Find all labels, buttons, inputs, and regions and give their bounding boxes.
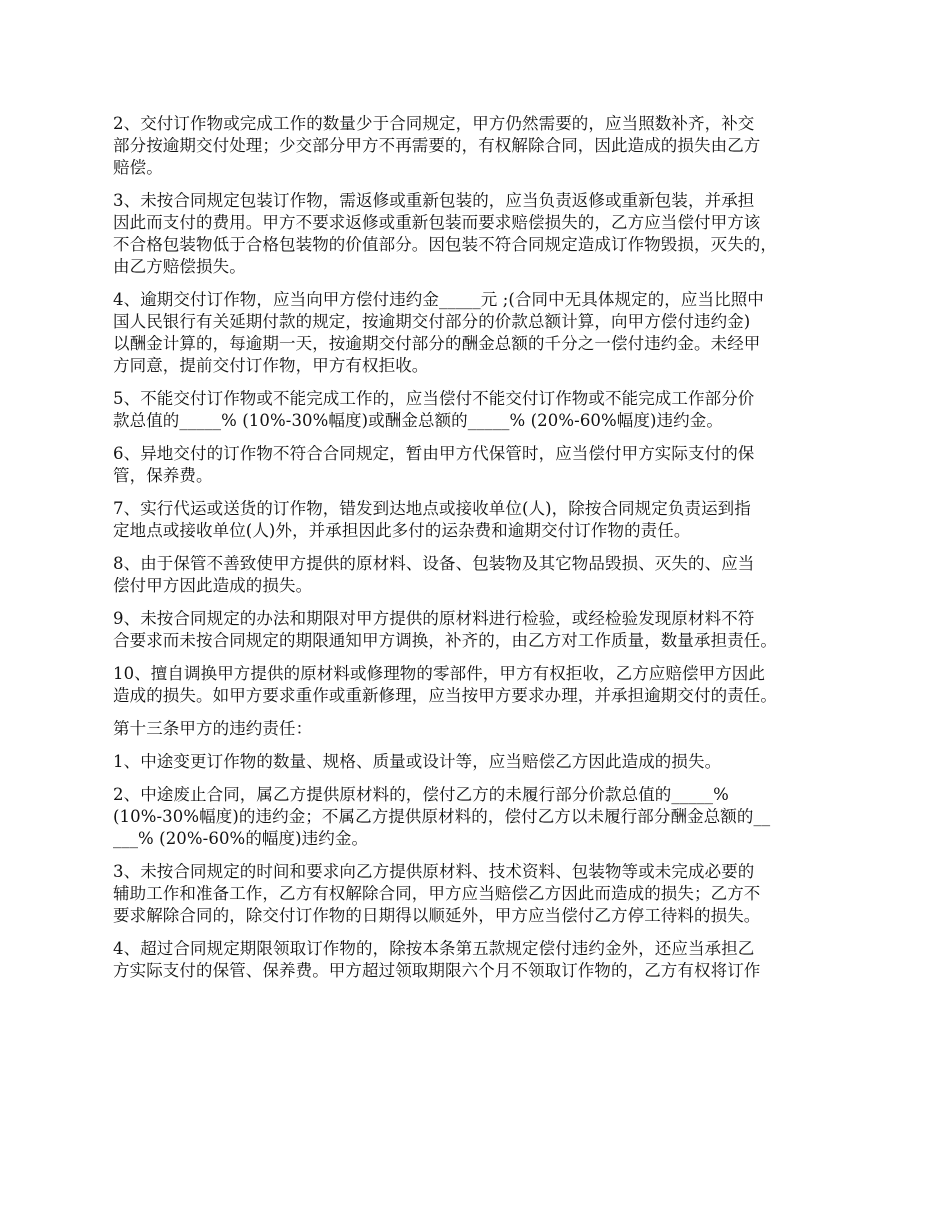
clause-paragraph-4: 5、不能交付订作物或不能完成工作的，应当偿付不能交付订作物或不能完成工作部分价 款总值的_____% (10%-30%幅度)或酬金总额的_____% (20%-60%幅度)违约金。: [113, 389, 755, 430]
clause-paragraph-1: 2、交付订作物或完成工作的数量少于合同规定，甲方仍然需要的，应当照数补齐，补交 部分按逾期交付处理；少交部分甲方不再需要的，有权解除合同，因此造成的损失由乙方 赔偿。: [113, 114, 761, 177]
document-page: [113, 113, 853, 993]
clause-paragraph-13: 4、超过合同规定期限领取订作物的，除按本条第五款规定偿付违约金外，还应当承担乙 方实际支付的保管、保养费。甲方超过领取期限六个月不领取订作物的，乙方有权将订作: [113, 939, 761, 980]
clause-paragraph-12: 3、未按合同规定的时间和要求向乙方提供原材料、技术资料、包装物等或未完成必要的 辅助工作和准备工作，乙方有权解除合同，甲方应当赔偿乙方因此而造成的损失；乙方不 要求解除合同的，除交付订作物的日期得以顺延外，甲方应当偿付乙方停工待料的损失。: [113, 862, 761, 925]
clause-paragraph-7: 8、由于保管不善致使甲方提供的原材料、设备、包装物及其它物品毁损、灭失的、应当 偿付甲方因此造成的损失。: [113, 554, 755, 595]
clause-paragraph-2: 3、未按合同规定包装订作物，需返修或重新包装的，应当负责返修或重新包装，并承担 因此而支付的费用。甲方不要求返修或重新包装而要求赔偿损失的，乙方应当偿付甲方该 不合格包装物低于合格包装物的价值部分。因包装不符合同规定造成订作物毁损，灭失的， 由乙方赔偿损失。: [113, 191, 777, 276]
clause-paragraph-6: 7、实行代运或送货的订作物，错发到达地点或接收单位(人)，除按合同规定负责运到指 定地点或接收单位(人)外，并承担因此多付的运杂费和逾期交付订作物的责任。: [113, 499, 751, 540]
clause-paragraph-3: 4、逾期交付订作物，应当向甲方偿付违约金_____元 ;(合同中无具体规定的，应当比照中 国人民银行有关延期付款的规定，按逾期交付部分的价款总额计算，向甲方偿付违约金) 以酬金计算的，每逾期一天，按逾期交付部分的酬金总额的千分之一偿付违约金。未经甲 方同意，提前交付订作物，甲方有权拒收。: [113, 290, 764, 375]
clause-paragraph-8: 9、未按合同规定的办法和期限对甲方提供的原材料进行检验，或经检验发现原材料不符 合要求而未按合同规定的期限通知甲方调换，补齐的，由乙方对工作质量，数量承担责任。: [113, 609, 777, 650]
clause-paragraph-9: 10、擅自调换甲方提供的原材料或修理物的零部件，甲方有权拒收，乙方应赔偿甲方因此 造成的损失。如甲方要求重作或重新修理，应当按甲方要求办理，并承担逾期交付的责任。: [113, 664, 777, 705]
clause-paragraph-11: 2、中途废止合同，属乙方提供原材料的，偿付乙方的未履行部分价款总值的_____% (10%-30%幅度)的违约金；不属乙方提供原材料的，偿付乙方以未履行部分酬金总额的__ ___% (20%-60%的幅度)违约金。: [113, 785, 771, 848]
section-heading: 第十三条甲方的违约责任：: [113, 719, 313, 738]
clause-paragraph-5: 6、异地交付的订作物不符合合同规定，暂由甲方代保管时，应当偿付甲方实际支付的保 管，保养费。: [113, 444, 755, 485]
clause-paragraph-10: 1、中途变更订作物的数量、规格、质量或设计等，应当赔偿乙方因此造成的损失。: [113, 752, 722, 771]
